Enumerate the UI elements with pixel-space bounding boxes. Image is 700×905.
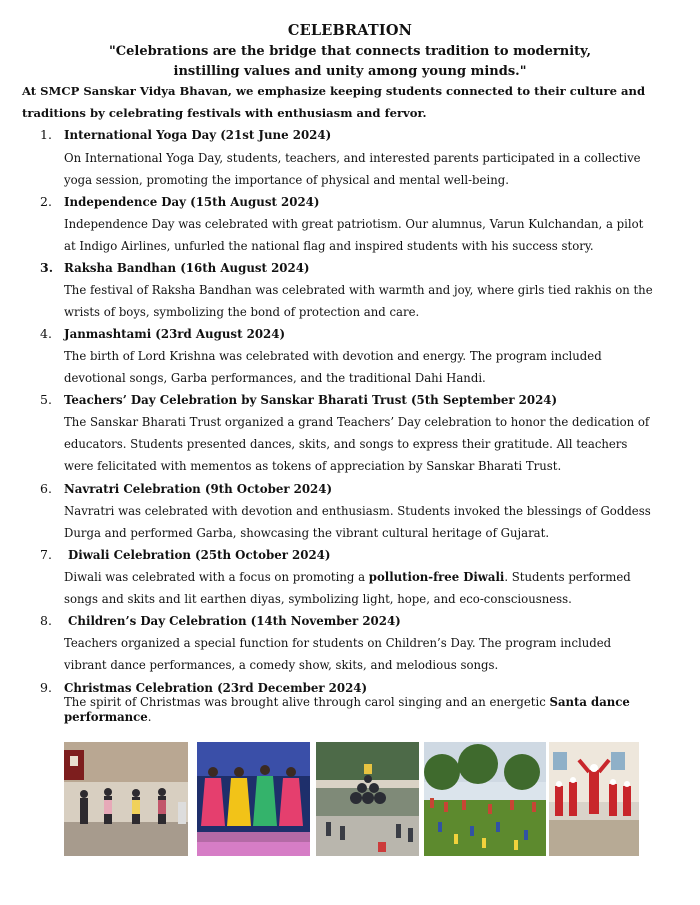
item-heading: International Yoga Day (21st June 2024) [64, 128, 332, 142]
bold-text: performance [64, 710, 148, 724]
item-number: 6. [40, 481, 52, 496]
item-text: were felicitated with mementos as tokens of appreciation by Sanskar Bharati Trust. [64, 459, 562, 473]
photo-ground-assembly [424, 742, 546, 856]
item-heading: Janmashtami (23rd August 2024) [64, 327, 286, 341]
item-text: The Sanskar Bharati Trust organized a grand Teachers’ Day celebration to honor the dedication of [64, 415, 650, 429]
intro-line-2: traditions by celebrating festivals with enthusiasm and fervor. [22, 106, 427, 120]
item-text: Teachers organized a special function for students on Children’s Day. The program included [64, 636, 612, 650]
item-text: yoga session, promoting the importance of physical and mental well-being. [64, 173, 509, 187]
quote-line-1: "Celebrations are the bridge that connects tradition to modernity, [109, 44, 591, 59]
item-heading: Independence Day (15th August 2024) [64, 195, 320, 209]
item-text: Independence Day was celebrated with great patriotism. Our alumnus, Varun Kulchandan, a pilot [64, 217, 644, 231]
page-title: CELEBRATION [287, 22, 413, 39]
item-text: at Indigo Airlines, unfurled the national flag and inspired students with his success story. [64, 239, 594, 253]
quote-line-2: instilling values and unity among young minds." [173, 64, 527, 79]
text-run: . [147, 710, 152, 724]
photo-stage-dance [197, 742, 310, 856]
item-number: 5. [40, 392, 52, 407]
item-text-rich [64, 570, 631, 584]
item-heading: Christmas Celebration (23rd December 2024) [64, 681, 368, 695]
item-number: 1. [40, 127, 52, 142]
item-text: On International Yoga Day, students, teachers, and interested parents participated in a collective [64, 151, 641, 165]
photo-santa-dance [549, 742, 639, 856]
item-heading: Children’s Day Celebration (14th November 2024) [68, 614, 401, 628]
text-run: The spirit of Christmas was brought alive through carol singing and an energetic [64, 695, 550, 709]
item-text: songs and skits and lit earthen diyas, symbolizing light, hope, and eco-consciousness. [64, 592, 572, 606]
item-text-rich [64, 695, 630, 709]
item-heading: Diwali Celebration (25th October 2024) [68, 548, 331, 562]
photo-yoga-dance [64, 742, 188, 856]
item-text: educators. Students presented dances, skits, and songs to express their gratitude. All teachers [64, 437, 628, 451]
bold-text: pollution-free Diwali [368, 570, 505, 584]
item-heading: Navratri Celebration (9th October 2024) [64, 482, 333, 496]
item-text-rich [64, 710, 151, 724]
item-text: Navratri was celebrated with devotion and enthusiasm. Students invoked the blessings of Goddess [64, 504, 651, 518]
item-text: devotional songs, Garba performances, and the traditional Dahi Handi. [64, 371, 486, 385]
item-number: 2. [40, 194, 52, 209]
item-number: 9. [40, 680, 52, 695]
bold-text: Santa dance [549, 695, 630, 709]
item-heading: Teachers’ Day Celebration by Sanskar Bharati Trust (5th September 2024) [64, 393, 558, 407]
item-heading: Raksha Bandhan (16th August 2024) [64, 261, 310, 275]
item-text: The birth of Lord Krishna was celebrated with devotion and energy. The program included [64, 349, 602, 363]
text-run: . Students performed [504, 570, 631, 584]
item-number: 3. [40, 260, 54, 275]
item-text: Durga and performed Garba, showcasing the vibrant cultural heritage of Gujarat. [64, 526, 550, 540]
intro-line-1: At SMCP Sanskar Vidya Bhavan, we emphasize keeping students connected to their culture and [22, 84, 646, 98]
item-number: 8. [40, 613, 52, 628]
item-text: The festival of Raksha Bandhan was celebrated with warmth and joy, where girls tied rakhis on the [64, 283, 653, 297]
item-number: 7. [40, 547, 52, 562]
text-run: Diwali was celebrated with a focus on promoting a [64, 570, 369, 584]
photo-dahi-handi [316, 742, 419, 856]
item-number: 4. [40, 326, 52, 341]
item-text: wrists of boys, symbolizing the bond of protection and care. [64, 305, 420, 319]
item-text: vibrant dance performances, a comedy show, skits, and melodious songs. [64, 658, 499, 672]
